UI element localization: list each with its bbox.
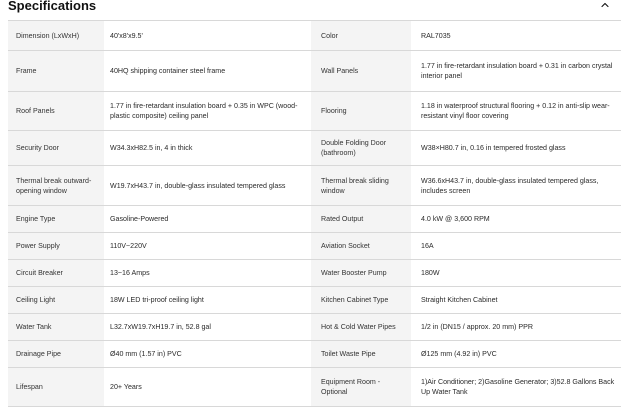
spec-label: Thermal break outward-opening window: [8, 166, 104, 205]
specifications-header: [0, 0, 621, 20]
spec-value: W38×H80.7 in, 0.16 in tempered frosted glass: [421, 144, 566, 152]
spec-label: Water Tank: [8, 314, 104, 340]
spec-value: 18W LED tri-proof ceiling light: [110, 296, 204, 304]
spec-value: 40'x8'x9.5': [110, 31, 143, 40]
spec-row: [8, 92, 621, 131]
specifications-table: [8, 20, 621, 407]
spec-row: [8, 314, 621, 341]
spec-label: Engine Type: [8, 206, 104, 232]
spec-row: [8, 260, 621, 287]
spec-value: 40HQ shipping container steel frame: [110, 67, 226, 75]
spec-row: [8, 368, 621, 407]
spec-label: Hot & Cold Water Pipes: [311, 314, 411, 340]
spec-value: Straight Kitchen Cabinet: [421, 296, 498, 304]
spec-row: [8, 51, 621, 92]
spec-label: Color: [311, 21, 411, 50]
spec-value: 4.0 kW @ 3,600 RPM: [421, 215, 490, 223]
spec-label: Dimension (LxWxH): [8, 21, 104, 50]
spec-label: Rated Output: [311, 206, 411, 232]
spec-value: 20+ Years: [110, 383, 142, 391]
spec-label: Aviation Socket: [311, 233, 411, 259]
spec-label: Ceiling Light: [8, 287, 104, 313]
spec-label: Toilet Waste Pipe: [311, 341, 411, 367]
spec-value: 1.77 in fire-retardant insulation board + 0.35 in WPC (wood-plastic composite) ceiling panel: [110, 102, 298, 120]
spec-value: 1.77 in fire-retardant insulation board + 0.31 in carbon crystal interior panel: [421, 62, 613, 80]
chevron-up-icon: [599, 0, 611, 11]
spec-label: Roof Panels: [8, 92, 104, 130]
spec-value: RAL7035: [421, 31, 451, 40]
spec-value: 1.18 in waterproof structural flooring + 0.12 in anti-slip wear-resistant vinyl floor covering: [421, 102, 610, 120]
spec-row: [8, 206, 621, 233]
spec-value: 16A: [421, 242, 434, 250]
spec-label: Equipment Room - Optional: [311, 368, 411, 406]
spec-value: Gasoline-Powered: [110, 215, 169, 223]
spec-label: Kitchen Cabinet Type: [311, 287, 411, 313]
spec-label: Flooring: [311, 92, 411, 130]
spec-value: Ø125 mm (4.92 in) PVC: [421, 350, 497, 358]
spec-value: W36.6xH43.7 in, double-glass insulated tempered glass, includes screen: [421, 176, 599, 195]
spec-label: Lifespan: [8, 368, 104, 406]
spec-row: [8, 21, 621, 51]
spec-label: Power Supply: [8, 233, 104, 259]
spec-label: Drainage Pipe: [8, 341, 104, 367]
spec-row: [8, 287, 621, 314]
spec-value: 180W: [421, 269, 440, 277]
spec-label: Circuit Breaker: [8, 260, 104, 286]
spec-value: L32.7xW19.7xH19.7 in, 52.8 gal: [110, 323, 211, 331]
spec-row: [8, 233, 621, 260]
spec-label: Water Booster Pump: [311, 260, 411, 286]
spec-row: [8, 341, 621, 368]
spec-value: 1/2 in (DN15 / approx. 20 mm) PPR: [421, 323, 533, 331]
spec-row: [8, 166, 621, 206]
spec-value: W19.7xH43.7 in, double-glass insulated tempered glass: [110, 181, 286, 190]
spec-label: Double Folding Door (bathroom): [311, 131, 411, 165]
spec-label: Wall Panels: [311, 51, 411, 91]
spec-value: Ø40 mm (1.57 in) PVC: [110, 350, 182, 358]
spec-value: 13~16 Amps: [110, 269, 150, 277]
spec-value: 1)Air Conditioner; 2)Gasoline Generator; 3)52.8 Gallons Back Up Water Tank: [421, 378, 615, 396]
spec-value: W34.3xH82.5 in, 4 in thick: [110, 144, 193, 152]
spec-value: 110V~220V: [110, 242, 147, 250]
spec-label: Thermal break sliding window: [311, 166, 411, 205]
spec-label: Security Door: [8, 131, 104, 165]
collapse-toggle[interactable]: [597, 0, 613, 13]
section-title: Specifications: [8, 0, 97, 13]
spec-label: Frame: [8, 51, 104, 91]
spec-row: [8, 131, 621, 166]
